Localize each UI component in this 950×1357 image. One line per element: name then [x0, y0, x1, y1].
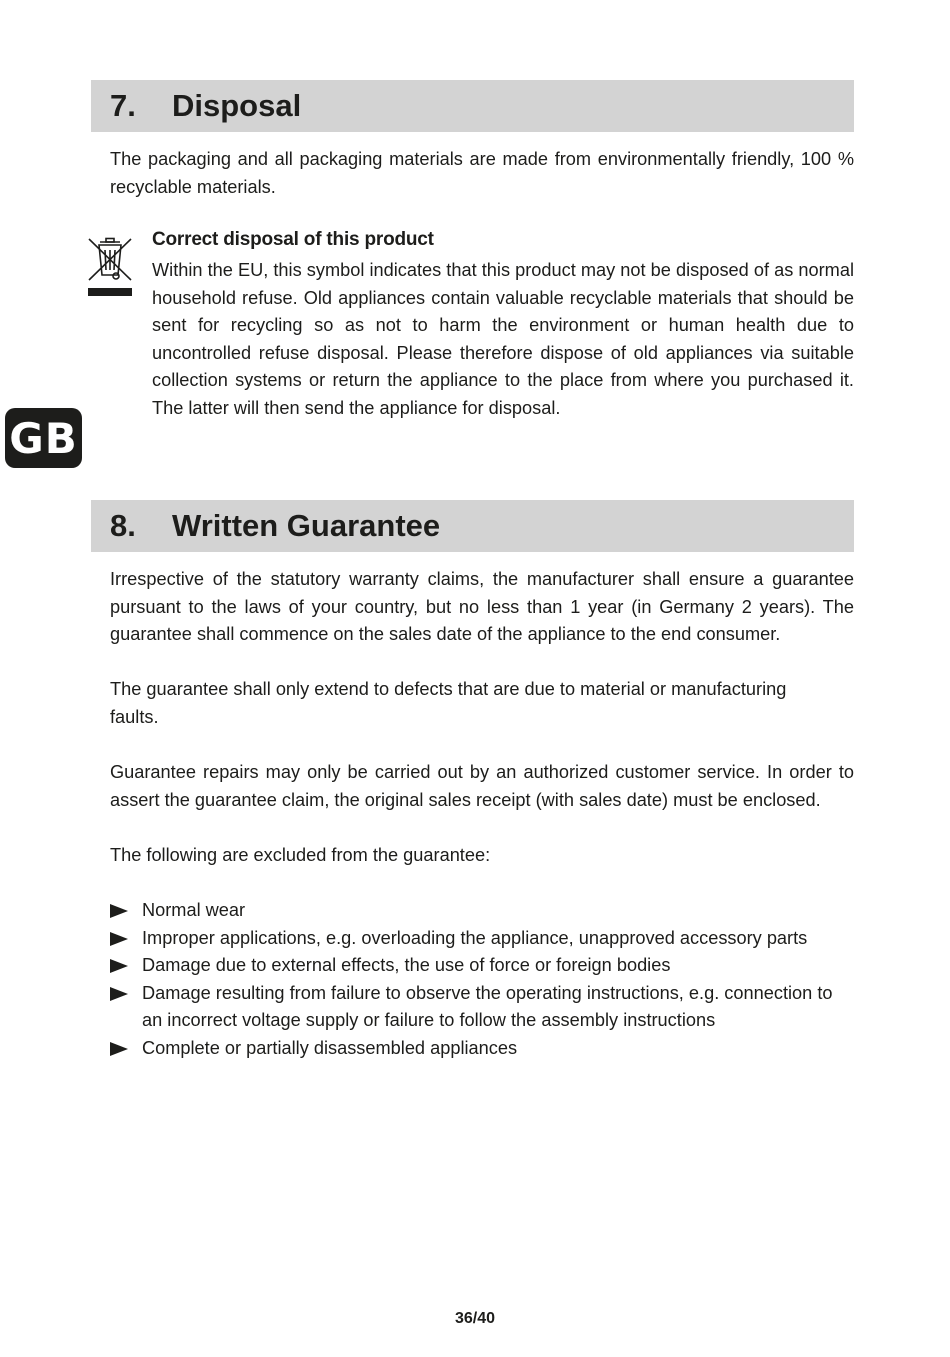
list-item-text: Normal wear: [142, 900, 246, 920]
bullet-arrow-icon: [110, 987, 128, 1001]
section-8-header: [91, 500, 854, 552]
list-item: [110, 952, 854, 980]
list-item-text: Damage resulting from failure to observe the operating instructions, e.g. connection to an incorrect voltage supply or failure to follow the assembly instructions: [142, 982, 833, 1030]
section-7-title-text: Disposal: [172, 88, 302, 123]
page-number: 36/40: [454, 1310, 496, 1327]
language-tab-label: GB: [9, 413, 78, 463]
section-8-title-text: Written Guarantee: [172, 508, 441, 543]
correct-disposal-heading: Correct disposal of this product: [152, 229, 434, 250]
crossed-out-wheelie-bin-icon: [86, 236, 134, 298]
list-item: [110, 1035, 854, 1063]
bullet-arrow-icon: [110, 959, 128, 973]
section-7-number: 7.: [110, 88, 136, 123]
list-item: [110, 897, 854, 925]
section-7-title: [110, 88, 301, 124]
list-item: [110, 980, 854, 1035]
section-8-number: 8.: [110, 508, 136, 543]
correct-disposal-body: Within the EU, this symbol indicates that this product may not be disposed of as normal household refuse. Old appliances contain valuable recyclable materials that should be sent for recycling so as not to harm the environment or human health due to uncontrolled refuse disposal. Please therefore dispose of old appliances via suitable collection systems or return the appliance to the place from where you purchased it. The latter will then send the appliance for disposal.: [152, 260, 854, 418]
list-item-text: Damage due to external effects, the use of force or foreign bodies: [142, 955, 671, 975]
guarantee-paragraph: The guarantee shall only extend to defects that are due to material or manufacturing faults.: [110, 679, 787, 727]
bullet-arrow-icon: [110, 904, 128, 918]
bullet-arrow-icon: [110, 1042, 128, 1056]
bullet-arrow-icon: [110, 932, 128, 946]
guarantee-paragraph: Irrespective of the statutory warranty claims, the manufacturer shall ensure a guarantee pursuant to the laws of your country, but no less than 1 year (in Germany 2 years). The guarantee shall commence on the sales date of the appliance to the end consumer.: [110, 569, 854, 644]
exclusions-list: [110, 897, 854, 1062]
guarantee-paragraph: The following are excluded from the guarantee:: [110, 845, 491, 865]
list-item: [110, 925, 854, 953]
language-tab: [5, 408, 82, 468]
section-8-title: [110, 508, 440, 544]
section-7-header: [91, 80, 854, 132]
list-item-text: Complete or partially disassembled appliances: [142, 1037, 518, 1058]
list-item-text: Improper applications, e.g. overloading the appliance, unapproved accessory parts: [142, 927, 808, 948]
disposal-intro: The packaging and all packaging materials are made from environmentally friendly, 100 % recyclable materials.: [110, 149, 854, 197]
guarantee-paragraph: Guarantee repairs may only be carried out by an authorized customer service. In order to assert the guarantee claim, the original sales receipt (with sales date) must be enclosed.: [110, 762, 854, 810]
